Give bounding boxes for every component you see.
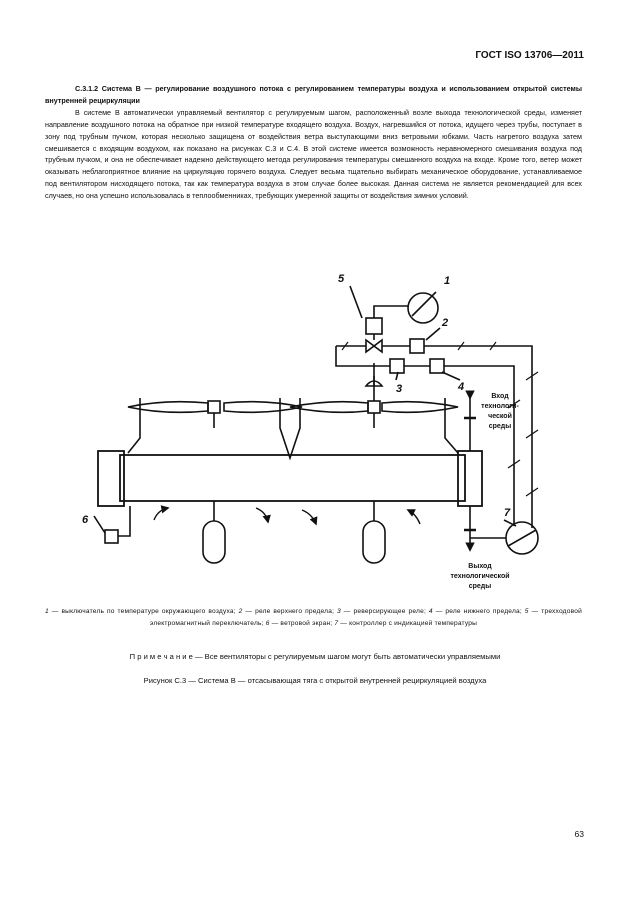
airflow-arrow: [154, 508, 168, 520]
system-b-diagram: [82, 268, 560, 598]
device-1-circle: [408, 293, 438, 323]
inlet-label-2: технологи-: [481, 403, 519, 410]
inlet-label-4: среды: [488, 423, 512, 430]
device-6-box: [105, 530, 118, 543]
right-fan: [290, 401, 458, 563]
legend-item: 2 — реле верхнего предела;: [238, 608, 338, 615]
figure-caption: Рисунок С.3 — Система В — отсасывающая тяга с открытой внутренней рециркуляцией воздуха: [143, 676, 487, 685]
legend-item: 6 — ветровой экран;: [265, 619, 335, 627]
label-7: 7: [504, 507, 511, 519]
label-6: 6: [82, 514, 89, 526]
label-4: 4: [458, 381, 465, 393]
document-header: [475, 50, 584, 61]
right-header-box: [458, 451, 482, 506]
figure-note: П р и м е ч а н и е — Все вентиляторы с регулируемым шагом могут быть автоматически управляемыми: [129, 652, 501, 661]
device-4-box: [430, 359, 444, 373]
legend-item: 5 — трехходовой электромагнитный переключатель;: [149, 608, 582, 627]
device-5-box: [366, 318, 382, 334]
standard-number: ГОСТ ISO 13706—2011: [475, 50, 584, 61]
outlet-label-1: Выход: [468, 563, 492, 570]
legend-item: 7 — контроллер с индикацией температуры: [334, 619, 478, 627]
line-5-to-1: [374, 306, 408, 318]
device-3-box: [390, 359, 404, 373]
section-heading: С.3.1.2 Система В — регулирование воздушного потока с регулированием температуры воздуха и использованием открытой системы внутренней рециркуляции: [45, 84, 582, 105]
airflow-arrow: [408, 510, 420, 524]
inlet-label-1: Вход: [491, 393, 509, 400]
legend-item: 1 — выключатель по температуре окружающего воздуха;: [45, 608, 239, 615]
figure-legend: [45, 606, 582, 629]
page-number: 63: [574, 829, 584, 839]
label-5: 5: [338, 273, 345, 285]
section-text: [45, 83, 582, 202]
outlet-label-3: среды: [468, 583, 492, 590]
label-1: 1: [444, 275, 451, 287]
tube-bundle: [120, 455, 465, 501]
left-fan: [128, 401, 302, 563]
legend-item: 4 — реле нижнего предела;: [428, 608, 525, 615]
airflow-arrow: [256, 508, 268, 522]
inlet-label-3: ческой: [488, 413, 512, 420]
outlet-label-2: технологической: [450, 573, 510, 580]
airflow-arrow: [302, 510, 316, 524]
label-2: 2: [442, 317, 449, 329]
label-3: 3: [396, 383, 403, 395]
legend-item: 3 — реверсирующее реле;: [337, 608, 429, 615]
section-body: В системе В автоматически управляемый вентилятор с регулируемым шагом, расположенный возле выхода технологической среды, изменяет направление воздушного потока на обратное при низкой температуре входящего воздуха. Воздух, нагревшийся от потока, идущего через трубы, поступает в зону под трубным пучком, которая несколько защищена от воздействия ветра выступающими вниз ветровыми юбками. Часть нагретого воздуха затем смешивается с входящим воздухом, как показано на рисунках С.3 и С.4. В этой системе имеется возможность неравномерного смешивания воздуха под трубным пучком, и она не обеспечивает надежно действующего метода регулирования температуры смешанного воздуха на входе. Кроме того, ветер может оказывать неблагоприятное влияние на циркуляцию горячего воздуха. Следует весьма тщательно выбирать механическое оборудование, устанавливаемое под вентилятором нисходящего потока, так как температура воздуха в этом случае более высокая. Данная система не является рекомендацией для всех случаев, но она успешно использовалась в теплообменниках, требующих умеренной защиты от воздействия зимних условий.: [45, 107, 582, 201]
three-way-valve: [366, 340, 382, 352]
device-2-box: [410, 339, 424, 353]
